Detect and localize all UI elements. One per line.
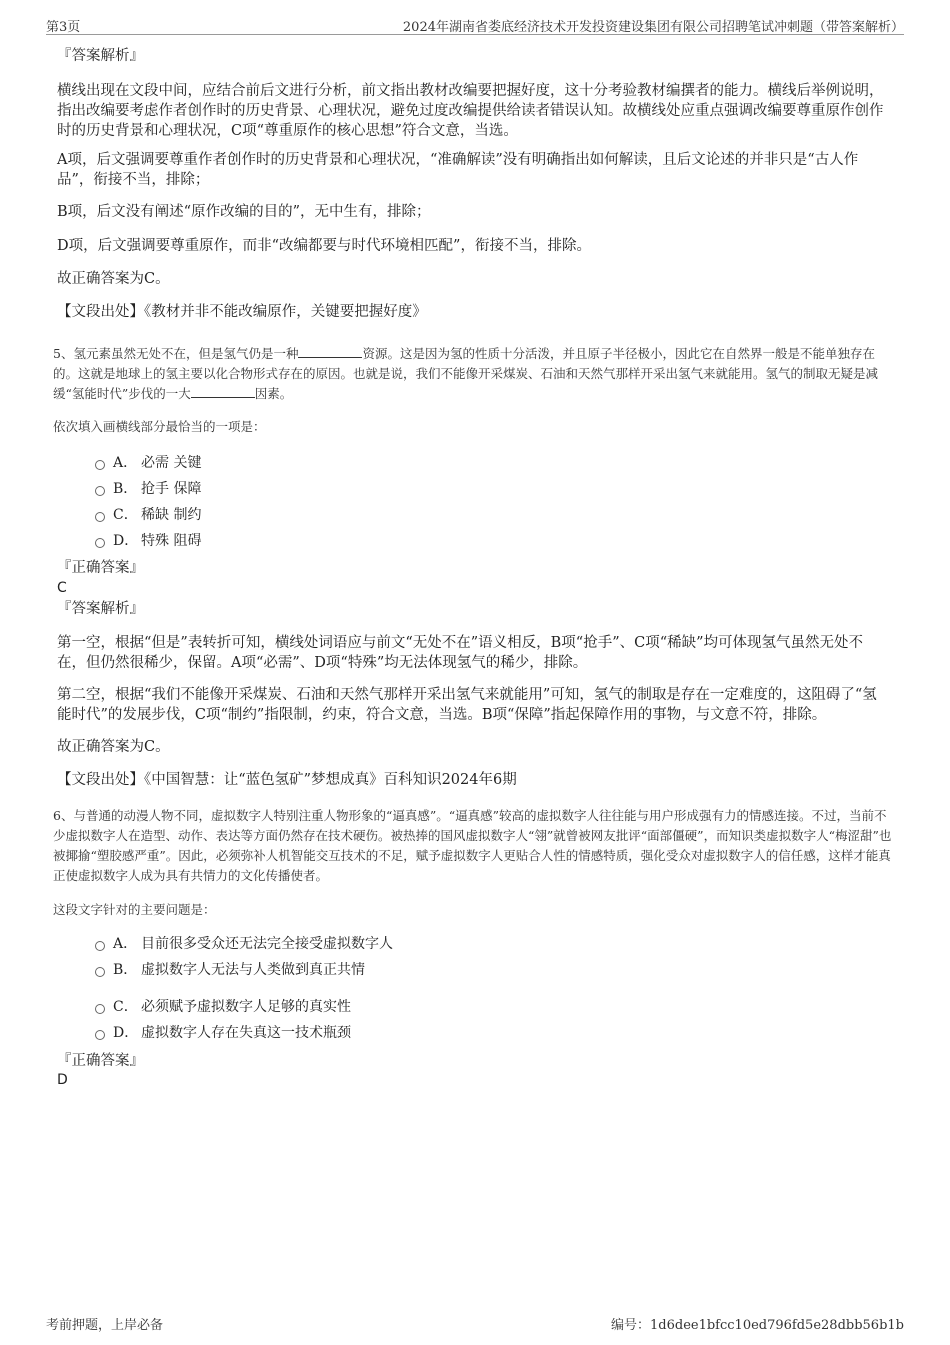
q6-prompt: 这段文字针对的主要问题是：	[53, 902, 216, 917]
radio-icon[interactable]	[95, 538, 105, 548]
radio-icon[interactable]	[95, 1030, 105, 1040]
page-number: 第3页	[46, 20, 81, 35]
q4-analysis	[57, 46, 897, 66]
q6-options-ab	[95, 931, 393, 983]
radio-icon[interactable]	[95, 1004, 105, 1014]
radio-icon[interactable]	[95, 941, 105, 951]
option-d[interactable]: D． 虚拟数字人存在失真这一技术瓶颈	[95, 1020, 351, 1046]
q5-answer: C	[57, 580, 67, 596]
radio-icon[interactable]	[95, 460, 105, 470]
q6-stem: 6、与普通的动漫人物不同，虚拟数字人特别注重人物形象的“逼真感”。“逼真感”较高的虚拟数字人往往能与用户形成强有力的情感连接。不过，当前不少虚拟数字人在造型、动作、表达等方面仍然存在技术硬伤。被热捧的国风虚拟数字人“翎”就曾被网友批评“面部僵硬”，而知识类虚拟数字人“梅涩甜”也被揶揄“塑胶感严重”。因此，必须弥补人机智能交互技术的不足，赋予虚拟数字人更贴合人性的情感特质，强化受众对虚拟数字人的信任感，这样才能真正使虚拟数字人成为具有共情力的文化传播使者。	[53, 808, 892, 883]
option-d[interactable]: D． 特殊 阻碍	[95, 528, 201, 554]
q4-analysis-p2: A项，后文强调要尊重作者创作时的历史背景和心理状况，“准确解读”没有明确指出如何解读，且后文论述的并非只是“古人作品”，衔接不当，排除；	[57, 152, 859, 188]
option-c[interactable]: C． 稀缺 制约	[95, 502, 201, 528]
q4-source: 【文段出处】《教材并非不能改编原作，关键要把握好度》	[57, 304, 427, 320]
q5-analysis-p1: 第一空，根据“但是”表转折可知，横线处词语应与前文“无处不在”语义相反，B项“抢手”、C项“稀缺”均可体现氢气虽然无处不在，但仍然很稀少，保留。A项“必需”、D项“特殊”均无法体现氢气的稀少，排除。	[57, 635, 864, 671]
q5-prompt: 依次填入画横线部分最恰当的一项是：	[53, 419, 266, 434]
q4-analysis-p5: 故正确答案为C。	[57, 271, 170, 287]
radio-icon[interactable]	[95, 967, 105, 977]
page-header	[46, 14, 904, 35]
page-footer	[46, 1312, 904, 1332]
footer-serial: 编号：1d6dee1bfcc10ed796fd5e28dbb56b1b	[611, 1318, 904, 1333]
radio-icon[interactable]	[95, 512, 105, 522]
q5-analysis-label: 『答案解析』	[57, 601, 144, 617]
q5-options	[95, 450, 201, 554]
blank-2	[191, 385, 255, 398]
blank-1	[298, 345, 362, 358]
q6-options-cd	[95, 994, 351, 1046]
q5-analysis-p3: 故正确答案为C。	[57, 739, 170, 755]
option-a[interactable]: A． 目前很多受众还无法完全接受虚拟数字人	[95, 931, 393, 957]
option-c[interactable]: C． 必须赋予虚拟数字人足够的真实性	[95, 994, 351, 1020]
option-a[interactable]: A． 必需 关键	[95, 450, 201, 476]
q5-analysis-p2: 第二空，根据“我们不能像开采煤炭、石油和天然气那样开采出氢气来就能用”可知，氢气的制取是存在一定难度的，这阻碍了“氢能时代”的发展步伐，C项“制约”指限制，约束，符合文意，当选。B项“保障”指起保障作用的事物，与文意不符，排除。	[57, 687, 877, 723]
option-b[interactable]: B． 虚拟数字人无法与人类做到真正共情	[95, 957, 393, 983]
option-b[interactable]: B． 抢手 保障	[95, 476, 201, 502]
q6-answer-label: 『正确答案』	[57, 1053, 144, 1069]
footer-slogan: 考前押题，上岸必备	[46, 1318, 164, 1333]
analysis-label: 『答案解析』	[57, 48, 144, 64]
q4-analysis-p3: B项，后文没有阐述“原作改编的目的”，无中生有，排除；	[57, 204, 431, 220]
q6-answer: D	[57, 1072, 68, 1088]
q4-analysis-p1: 横线出现在文段中间，应结合前后文进行分析，前文指出教材改编要把握好度，这十分考验教材编撰者的能力。横线后举例说明，指出改编要考虑作者创作时的历史背景、心理状况，避免过度改编提供给读者错误认知。故横线处应重点强调改编要尊重原作创作时的历史背景和心理状况，C项“尊重原作的核心思想”符合文意，当选。	[57, 83, 884, 139]
radio-icon[interactable]	[95, 486, 105, 496]
q5-answer-label: 『正确答案』	[57, 560, 144, 576]
q5-source: 【文段出处】《中国智慧：让“蓝色氢矿”梦想成真》百科知识2024年6期	[57, 772, 517, 788]
q4-analysis-p4: D项，后文强调要尊重原作，而非“改编都要与时代环境相匹配”，衔接不当，排除。	[57, 238, 591, 254]
document-title: 2024年湖南省娄底经济技术开发投资建设集团有限公司招聘笔试冲刺题（带答案解析）	[402, 20, 904, 35]
q5-stem: 5、氢元素虽然无处不在，但是氢气仍是一种 资源。这是因为氢的性质十分活泼，并且原子半径极小，因此它在自然界一般是不能单独存在的。这就是地球上的氢主要以化合物形式存在的原因。也就是说，我们不能像开采煤炭、石油和天然气那样开采出氢气来就能用。氢气的制取无疑是减缓“氢能时代”步伐的一大 因素。	[53, 346, 879, 401]
